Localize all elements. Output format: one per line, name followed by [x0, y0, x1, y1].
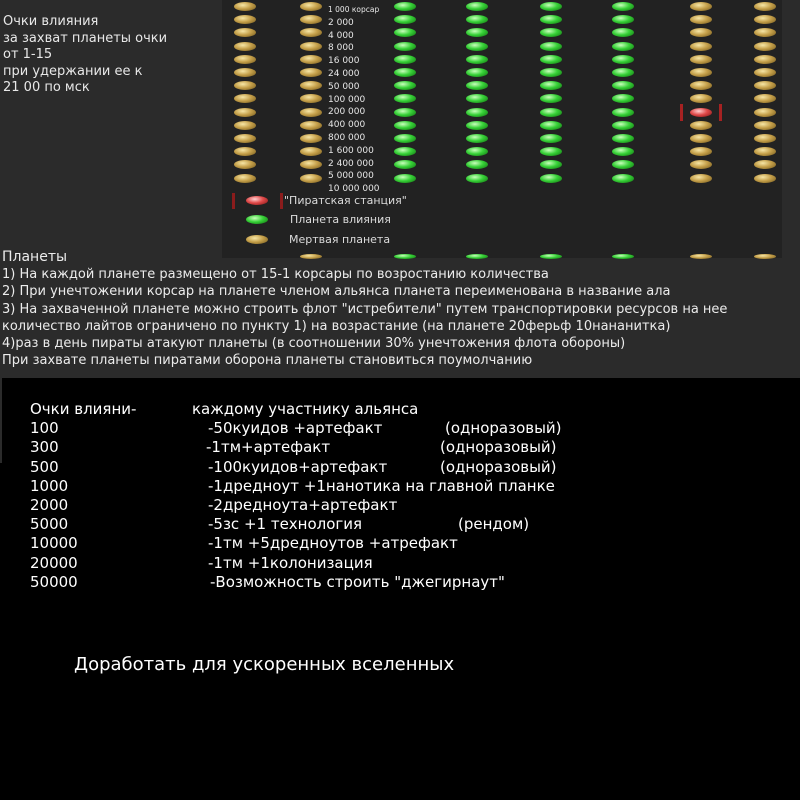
- reward-text: -50куидов +артефакт: [208, 419, 383, 438]
- reward-row: [0, 419, 800, 438]
- dead-planet-bead[interactable]: [300, 147, 322, 156]
- dead-planet-bead[interactable]: [754, 15, 776, 24]
- reward-points: 20000: [30, 553, 78, 572]
- dead-planet-bead[interactable]: [234, 147, 256, 156]
- pirate-marker: [719, 104, 722, 121]
- scale-value: 100 000: [328, 94, 366, 105]
- influence-points-info: [3, 14, 218, 97]
- reward-text: -1дредноут +1нанотика на главной планке: [208, 476, 555, 495]
- scale-value: 200 000: [328, 107, 366, 118]
- info-line: при удержании ее к: [3, 63, 143, 79]
- influence-planet-bead[interactable]: [466, 68, 488, 77]
- dead-planet-bead[interactable]: [300, 42, 322, 51]
- pirate-marker: [680, 104, 683, 121]
- reward-points: 50000: [30, 572, 78, 591]
- dead-planet-bead[interactable]: [234, 108, 256, 117]
- dead-planet-bead[interactable]: [234, 28, 256, 37]
- scale-value: 5 000 000: [328, 171, 374, 182]
- reward-note: (рендом): [458, 515, 530, 534]
- legend-label: "Пиратская станция": [284, 194, 407, 207]
- influence-planet-bead[interactable]: [540, 2, 562, 11]
- influence-planet-bead[interactable]: [540, 81, 562, 90]
- dead-planet-bead[interactable]: [754, 55, 776, 64]
- scale-value: 2 000: [328, 17, 354, 28]
- influence-planet-bead[interactable]: [540, 68, 562, 77]
- reward-row: [0, 496, 800, 515]
- dead-planet-bead[interactable]: [300, 174, 322, 183]
- dead-planet-bead[interactable]: [300, 81, 322, 90]
- influence-planet-bead[interactable]: [612, 108, 634, 117]
- dead-planet-bead[interactable]: [300, 134, 322, 143]
- dead-planet-bead[interactable]: [300, 68, 322, 77]
- reward-text: -5зс +1 технология: [208, 515, 363, 534]
- dead-planet-bead[interactable]: [690, 94, 712, 103]
- dead-planet-bead[interactable]: [754, 147, 776, 156]
- reward-row: [0, 438, 800, 457]
- planet-column: [538, 0, 564, 190]
- rule-line: 1) На каждой планете размещено от 15-1 корсары по возростанию количества: [2, 267, 549, 283]
- dead-planet-bead[interactable]: [234, 121, 256, 130]
- info-line: Очки влияния: [3, 14, 99, 29]
- influence-planet-bead[interactable]: [466, 160, 488, 169]
- points-header: Очки влияни-: [30, 400, 137, 418]
- rule-line: 3) На захваченной планете можно строить флот "истребители" путем транспортировки ресурсов на нее: [2, 301, 728, 317]
- legend-label: Мертвая планета: [289, 233, 391, 246]
- influence-planet-bead[interactable]: [612, 81, 634, 90]
- influence-planet-bead[interactable]: [612, 121, 634, 130]
- influence-planet-bead[interactable]: [466, 108, 488, 117]
- scale-value: 16 000: [328, 56, 360, 67]
- reward-row: [0, 477, 800, 496]
- dead-planet-bead[interactable]: [690, 2, 712, 11]
- dead-planet-bead[interactable]: [690, 160, 712, 169]
- scale-value: 1 000 корсар: [328, 5, 380, 14]
- scale-value: 2 400 000: [328, 158, 374, 169]
- dead-planet-bead[interactable]: [234, 81, 256, 90]
- influence-planet-bead[interactable]: [394, 160, 416, 169]
- influence-planet-bead[interactable]: [466, 2, 488, 11]
- planet-column: [392, 0, 418, 190]
- dead-planet-bead[interactable]: [754, 28, 776, 37]
- influence-planet-bead[interactable]: [394, 108, 416, 117]
- influence-planet-bead[interactable]: [466, 42, 488, 51]
- dead-planet-bead[interactable]: [234, 134, 256, 143]
- corsair-scale: [328, 4, 380, 196]
- influence-planet-bead[interactable]: [540, 108, 562, 117]
- reward-row: [0, 534, 800, 553]
- dead-planet-bead[interactable]: [754, 2, 776, 11]
- dead-planet-bead[interactable]: [754, 94, 776, 103]
- planet-column: [298, 0, 324, 190]
- dead-planet-bead[interactable]: [754, 81, 776, 90]
- influence-planet-bead[interactable]: [466, 174, 488, 183]
- reward-points: 5000: [30, 515, 69, 534]
- dead-planet-bead[interactable]: [234, 15, 256, 24]
- dead-planet-bead[interactable]: [690, 121, 712, 130]
- dead-planet-bead[interactable]: [300, 121, 322, 130]
- influence-planet-bead[interactable]: [612, 42, 634, 51]
- legend-bracket: [232, 193, 235, 209]
- influence-planet-bead[interactable]: [466, 55, 488, 64]
- reward-text: -1тм+артефакт: [206, 438, 331, 457]
- scale-value: 400 000: [328, 120, 366, 131]
- reward-points: 10000: [30, 534, 78, 553]
- dead-planet-bead[interactable]: [690, 42, 712, 51]
- influence-planet-bead[interactable]: [466, 94, 488, 103]
- influence-planet-bead[interactable]: [394, 147, 416, 156]
- dead-planet-bead[interactable]: [234, 55, 256, 64]
- legend-pirate-station: [232, 190, 412, 208]
- reward-note: (одноразовый): [445, 419, 562, 438]
- influence-planet-bead[interactable]: [394, 134, 416, 143]
- influence-planet-bead[interactable]: [540, 134, 562, 143]
- influence-planet-bead[interactable]: [540, 147, 562, 156]
- influence-planet-bead[interactable]: [612, 15, 634, 24]
- influence-planet-bead[interactable]: [612, 94, 634, 103]
- dead-planet-bead[interactable]: [690, 15, 712, 24]
- dead-planet-bead[interactable]: [234, 68, 256, 77]
- reward-text: -1тм +5дредноутов +атрефакт: [208, 534, 458, 553]
- reward-note: (одноразовый): [440, 457, 557, 476]
- influence-planet-bead[interactable]: [394, 2, 416, 11]
- legend-dead-planet: [232, 230, 412, 248]
- rule-line: При захвате планеты пиратами оборона планеты становиться поумолчанию: [2, 353, 533, 369]
- legend-influence-planet: [232, 210, 412, 228]
- scale-value: 4 000: [328, 30, 354, 41]
- reward-text: -Возможность строить "джегирнаут": [210, 572, 505, 591]
- influence-planet-bead[interactable]: [612, 2, 634, 11]
- legend-label: Планета влияния: [290, 213, 391, 226]
- dead-planet-bead[interactable]: [690, 81, 712, 90]
- influence-planet-bead[interactable]: [612, 55, 634, 64]
- dead-planet-bead[interactable]: [690, 134, 712, 143]
- game-info-panel: [0, 0, 800, 378]
- planet-column: [232, 0, 258, 190]
- reward-text: -100куидов+артефакт: [208, 457, 388, 476]
- rewards-header: [0, 400, 800, 419]
- reward-header: каждому участнику альянса: [192, 400, 419, 418]
- scale-value: 1 600 000: [328, 145, 374, 156]
- footer-note: Доработать для ускоренных вселенных: [74, 654, 455, 675]
- reward-text: -2дредноута+артефакт: [208, 495, 398, 514]
- influence-planet-bead[interactable]: [612, 134, 634, 143]
- dead-planet-bead[interactable]: [234, 174, 256, 183]
- pirate-station-bead[interactable]: [690, 108, 712, 117]
- dead-planet-bead[interactable]: [234, 2, 256, 11]
- planet-column: [752, 0, 778, 190]
- dead-planet-bead[interactable]: [234, 160, 256, 169]
- info-line: 21 00 по мск: [3, 80, 90, 95]
- reward-points: 500: [30, 457, 59, 476]
- influence-planet-bead[interactable]: [540, 42, 562, 51]
- influence-planet-bead[interactable]: [466, 134, 488, 143]
- planet-column: [464, 0, 490, 190]
- dead-planet-bead[interactable]: [300, 160, 322, 169]
- influence-planet-bead[interactable]: [394, 55, 416, 64]
- influence-planet-bead[interactable]: [466, 121, 488, 130]
- influence-planet-bead[interactable]: [540, 160, 562, 169]
- influence-planet-icon: [246, 215, 268, 224]
- scale-value: 24 000: [328, 68, 360, 79]
- reward-points: 100: [30, 419, 59, 438]
- reward-row: [0, 515, 800, 534]
- dead-planet-bead[interactable]: [300, 94, 322, 103]
- dead-planet-bead[interactable]: [234, 94, 256, 103]
- reward-row: [0, 554, 800, 573]
- pirate-station-icon: [246, 196, 268, 205]
- dead-planet-icon: [246, 235, 268, 244]
- dead-planet-bead[interactable]: [690, 55, 712, 64]
- influence-planet-bead[interactable]: [394, 68, 416, 77]
- influence-planet-bead[interactable]: [394, 94, 416, 103]
- influence-planet-bead[interactable]: [612, 147, 634, 156]
- reward-points: 1000: [30, 476, 69, 495]
- influence-planet-bead[interactable]: [466, 147, 488, 156]
- planet-rules: [2, 249, 800, 369]
- reward-points: 2000: [30, 495, 69, 514]
- influence-planet-bead[interactable]: [394, 81, 416, 90]
- info-line: за захват планеты очки: [3, 30, 168, 46]
- reward-row: [0, 573, 800, 592]
- reward-text: -1тм +1колонизация: [208, 553, 373, 572]
- rule-line: 4)раз в день пираты атакуют планеты (в соотношении 30% унечтожения флота обороны): [2, 336, 626, 352]
- influence-planet-bead[interactable]: [540, 174, 562, 183]
- dead-planet-bead[interactable]: [754, 68, 776, 77]
- influence-planet-bead[interactable]: [612, 160, 634, 169]
- influence-planet-bead[interactable]: [612, 68, 634, 77]
- scale-value: 50 000: [328, 81, 360, 92]
- dead-planet-bead[interactable]: [754, 42, 776, 51]
- influence-planet-bead[interactable]: [466, 81, 488, 90]
- influence-planet-bead[interactable]: [540, 121, 562, 130]
- scale-value: 10 000 000: [328, 184, 380, 195]
- dead-planet-bead[interactable]: [690, 28, 712, 37]
- legend-bracket: [280, 193, 283, 209]
- influence-planet-bead[interactable]: [394, 174, 416, 183]
- dead-planet-bead[interactable]: [300, 15, 322, 24]
- dead-planet-bead[interactable]: [690, 174, 712, 183]
- dead-planet-bead[interactable]: [300, 55, 322, 64]
- influence-planet-bead[interactable]: [540, 15, 562, 24]
- influence-planet-bead[interactable]: [394, 15, 416, 24]
- influence-planet-bead[interactable]: [466, 28, 488, 37]
- dead-planet-bead[interactable]: [754, 174, 776, 183]
- dead-planet-bead[interactable]: [690, 68, 712, 77]
- planet-column: [688, 0, 714, 190]
- rules-title: Планеты: [2, 249, 68, 265]
- influence-planet-bead[interactable]: [394, 28, 416, 37]
- reward-note: (одноразовый): [440, 438, 557, 457]
- rule-line: количество лайтов ограничено по пункту 1) на возрастание (на планете 20ферьф 10нананитка): [2, 318, 671, 334]
- influence-planet-bead[interactable]: [540, 94, 562, 103]
- dead-planet-bead[interactable]: [690, 147, 712, 156]
- info-line: от 1-15: [3, 47, 53, 62]
- influence-planet-bead[interactable]: [394, 42, 416, 51]
- scale-value: 8 000: [328, 43, 354, 54]
- dead-planet-bead[interactable]: [300, 2, 322, 11]
- scale-value: 800 000: [328, 132, 366, 143]
- reward-points: 300: [30, 438, 59, 457]
- dead-planet-bead[interactable]: [234, 42, 256, 51]
- rule-line: 2) При унечтожении корсар на планете членом альянса планета переименована в название ала: [2, 284, 671, 300]
- influence-planet-bead[interactable]: [394, 121, 416, 130]
- influence-planet-bead[interactable]: [612, 174, 634, 183]
- reward-row: [0, 458, 800, 477]
- influence-planet-bead[interactable]: [540, 28, 562, 37]
- dead-planet-bead[interactable]: [754, 121, 776, 130]
- dead-planet-bead[interactable]: [300, 28, 322, 37]
- influence-planet-bead[interactable]: [540, 55, 562, 64]
- rewards-table: [0, 400, 800, 592]
- influence-planet-bead[interactable]: [612, 28, 634, 37]
- influence-planet-bead[interactable]: [466, 15, 488, 24]
- dead-planet-bead[interactable]: [754, 108, 776, 117]
- dead-planet-bead[interactable]: [754, 134, 776, 143]
- dead-planet-bead[interactable]: [754, 160, 776, 169]
- dead-planet-bead[interactable]: [300, 108, 322, 117]
- planet-column: [610, 0, 636, 190]
